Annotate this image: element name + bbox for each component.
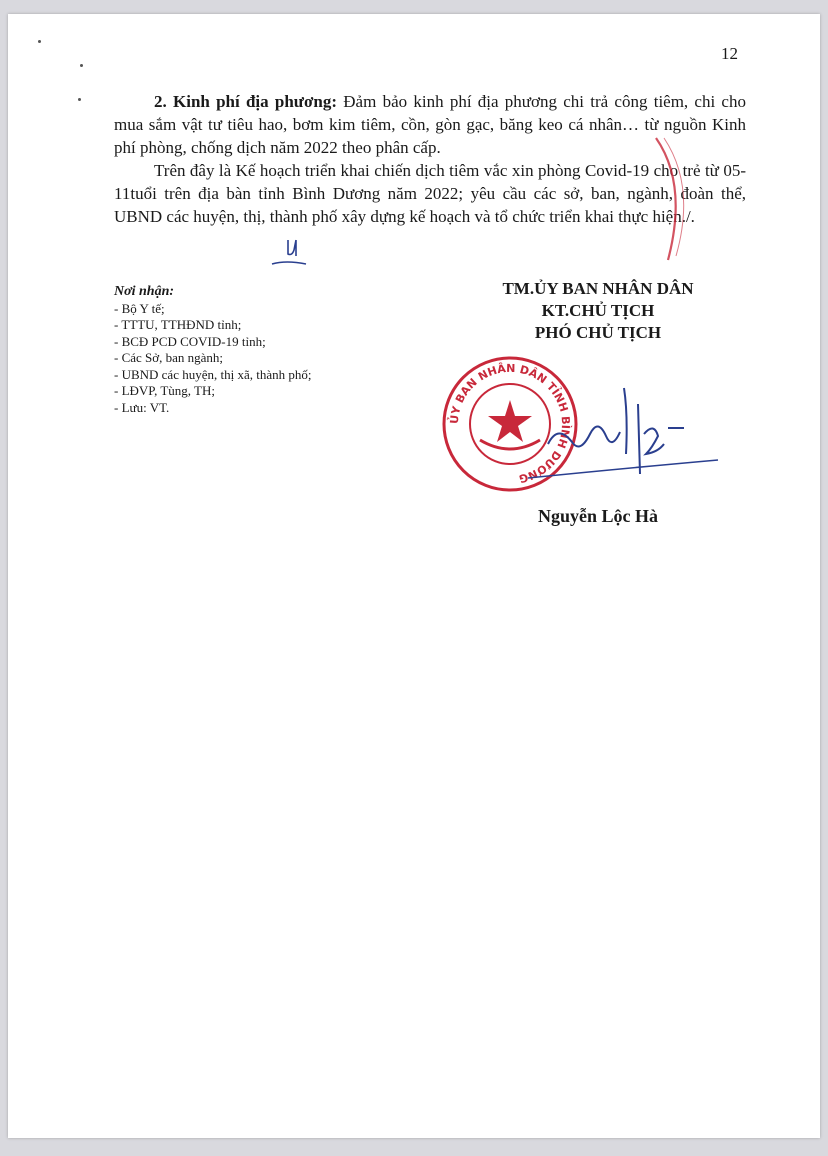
recipient-item: - UBND các huyện, thị xã, thành phố; xyxy=(114,366,312,382)
authority-line-3: PHÓ CHỦ TỊCH xyxy=(534,323,662,342)
page-number: 12 xyxy=(721,44,738,63)
recipient-item: - LĐVP, Tùng, TH; xyxy=(114,383,215,398)
paragraph-conclusion: Trên đây là Kế hoạch triển khai chiến dịch tiêm vắc xin phòng Covid-19 cho trẻ từ 05-11tuổi trên địa bàn tỉnh Bình Dương năm 2022; yêu cầu các sở, ban, ngành, đoàn thể, UBND các huyện, thị, thành phố xây dựng kế hoạch và tổ chức triển khai thực hiện./. xyxy=(114,161,746,226)
recipient-item: - Lưu: VT. xyxy=(114,399,170,415)
recipients-list xyxy=(114,284,311,416)
recipients-title: Nơi nhận: xyxy=(114,284,175,299)
speck xyxy=(80,64,83,67)
recipient-item: - Bộ Y tế; xyxy=(114,300,165,316)
signer-name: Nguyễn Lộc Hà xyxy=(537,506,658,526)
paragraph-text: Đảm bảo kinh phí địa phương chi trả công tiêm, chi cho mua sắm vật tư tiêu hao, bơm kim tiêm, cồn, gòn gạc, băng keo cá nhân… từ nguồn Kinh phí phòng, chống dịch năm 2022 theo phân cấp. xyxy=(114,92,746,157)
authority-line-1: TM.ỦY BAN NHÂN DÂN xyxy=(502,279,694,298)
speck xyxy=(78,98,81,101)
recipient-item: - Các Sở, ban ngành; xyxy=(114,350,224,365)
paragraph-heading: 2. Kinh phí địa phương: xyxy=(154,92,338,111)
recipient-item: - TTTU, TTHĐND tỉnh; xyxy=(114,317,242,332)
recipient-item: - BCĐ PCD COVID-19 tỉnh; xyxy=(114,333,266,349)
signature-authority xyxy=(438,278,758,344)
document-page xyxy=(8,14,820,1138)
handwritten-initial xyxy=(266,234,316,270)
speck xyxy=(38,40,41,43)
partial-seal-edge xyxy=(648,134,708,264)
seal-text: ỦY BAN NHÂN DÂN TỈNH BÌNH DƯƠNG xyxy=(447,361,573,486)
handwritten-signature xyxy=(528,374,728,484)
authority-line-2: KT.CHỦ TỊCH xyxy=(541,301,655,320)
